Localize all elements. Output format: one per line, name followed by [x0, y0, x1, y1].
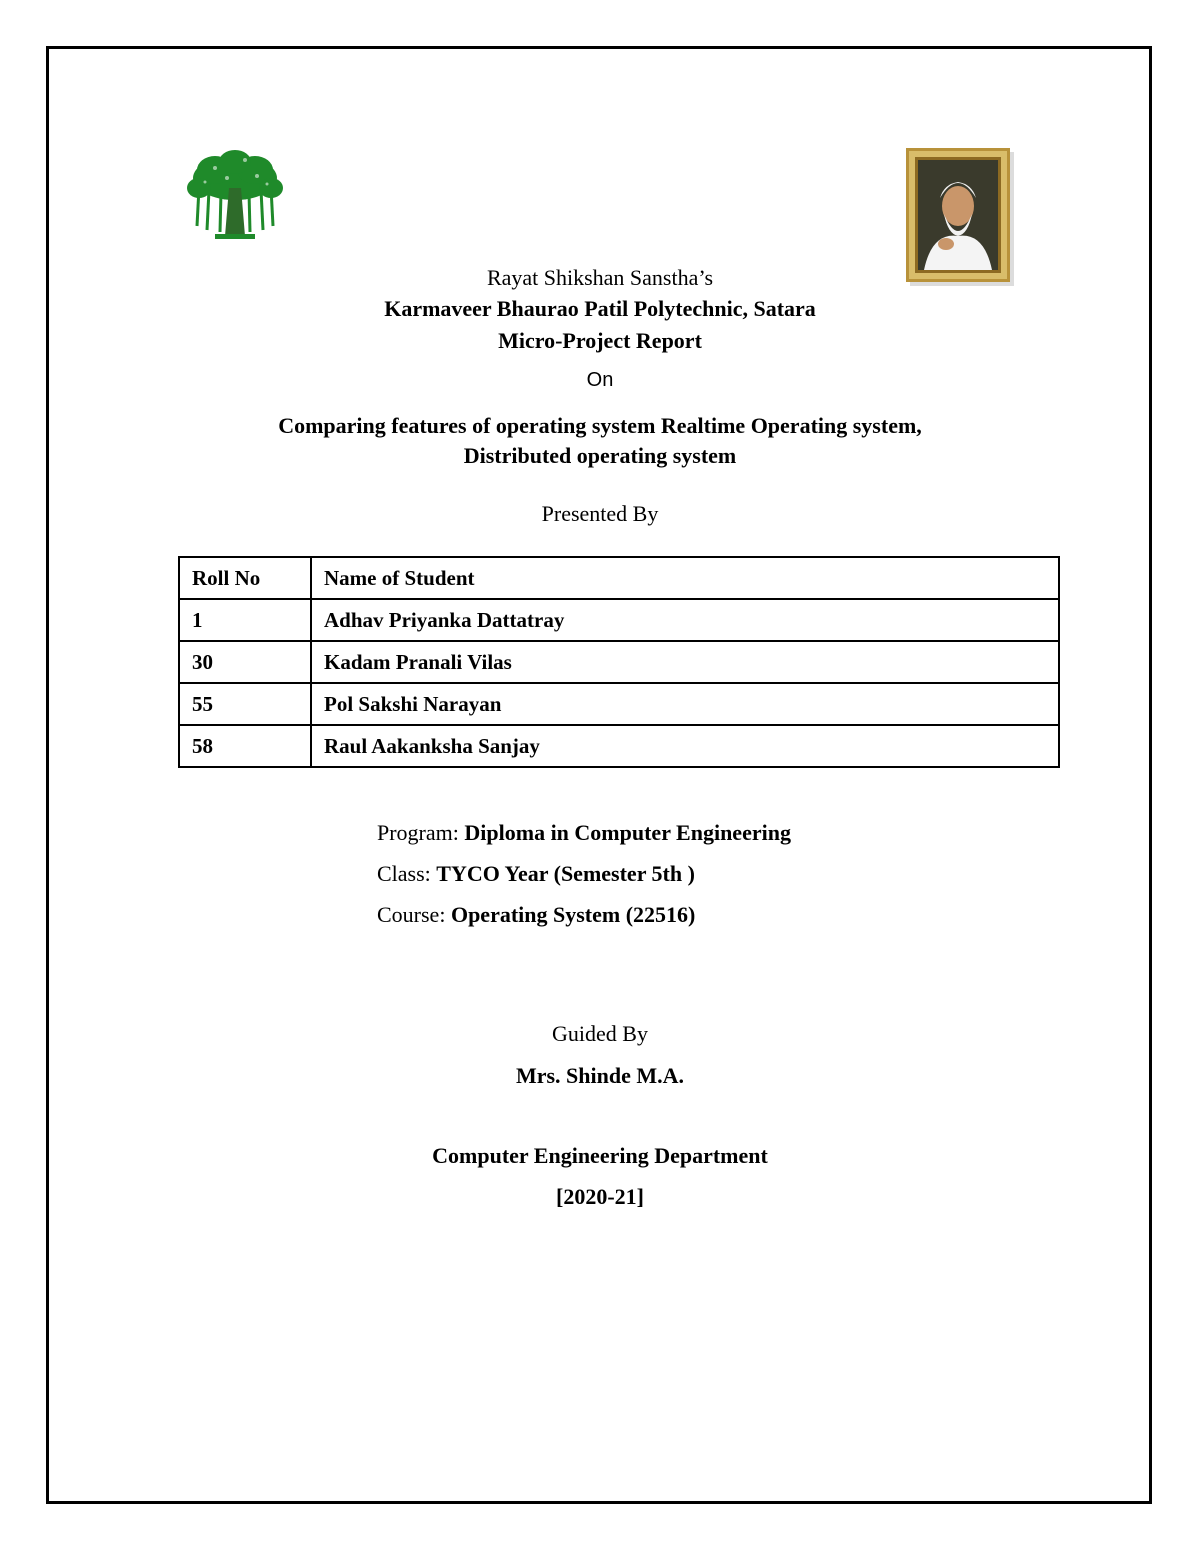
student-name-header: Name of Student [311, 557, 1059, 599]
students-table [178, 556, 1060, 768]
department-name: Computer Engineering Department [432, 1143, 768, 1168]
table-row [179, 641, 1059, 683]
student-name-cell: Pol Sakshi Narayan [311, 683, 1059, 725]
roll-no-cell: 30 [179, 641, 311, 683]
roll-no-cell: 58 [179, 725, 311, 767]
report-type: Micro-Project Report [498, 328, 702, 353]
course-value: Operating System (22516) [450, 902, 696, 927]
program-line [377, 820, 791, 846]
program-value: Diploma in Computer Engineering [464, 820, 791, 845]
course-line [377, 902, 695, 928]
on-label: On [586, 369, 614, 391]
student-name-cell: Raul Aakanksha Sanjay [311, 725, 1059, 767]
student-name-cell: Adhav Priyanka Dattatray [311, 599, 1059, 641]
table-row [179, 683, 1059, 725]
student-name-cell: Kadam Pranali Vilas [311, 641, 1059, 683]
sanstha-name: Rayat Shikshan Sanstha’s [486, 265, 714, 290]
class-line [377, 861, 695, 887]
program-label: Program: [377, 820, 459, 845]
academic-year: [2020-21] [556, 1184, 644, 1209]
institute-name: Karmaveer Bhaurao Patil Polytechnic, Satara [384, 296, 816, 321]
course-label: Course: [377, 902, 446, 927]
project-title-line1: Comparing features of operating system Realtime Operating system, [278, 413, 922, 438]
guided-by-label: Guided By [552, 1021, 648, 1046]
table-row [179, 599, 1059, 641]
table-row [179, 725, 1059, 767]
presented-by-label: Presented By [541, 501, 659, 526]
table-header-row [179, 557, 1059, 599]
project-title-line2: Distributed operating system [463, 443, 737, 468]
guide-name: Mrs. Shinde M.A. [515, 1063, 685, 1088]
roll-no-cell: 55 [179, 683, 311, 725]
roll-no-header: Roll No [179, 557, 311, 599]
roll-no-cell: 1 [179, 599, 311, 641]
class-value: TYCO Year (Semester 5th ) [436, 861, 695, 886]
banyan-tree-logo-icon [185, 148, 285, 243]
class-label: Class: [377, 861, 431, 886]
